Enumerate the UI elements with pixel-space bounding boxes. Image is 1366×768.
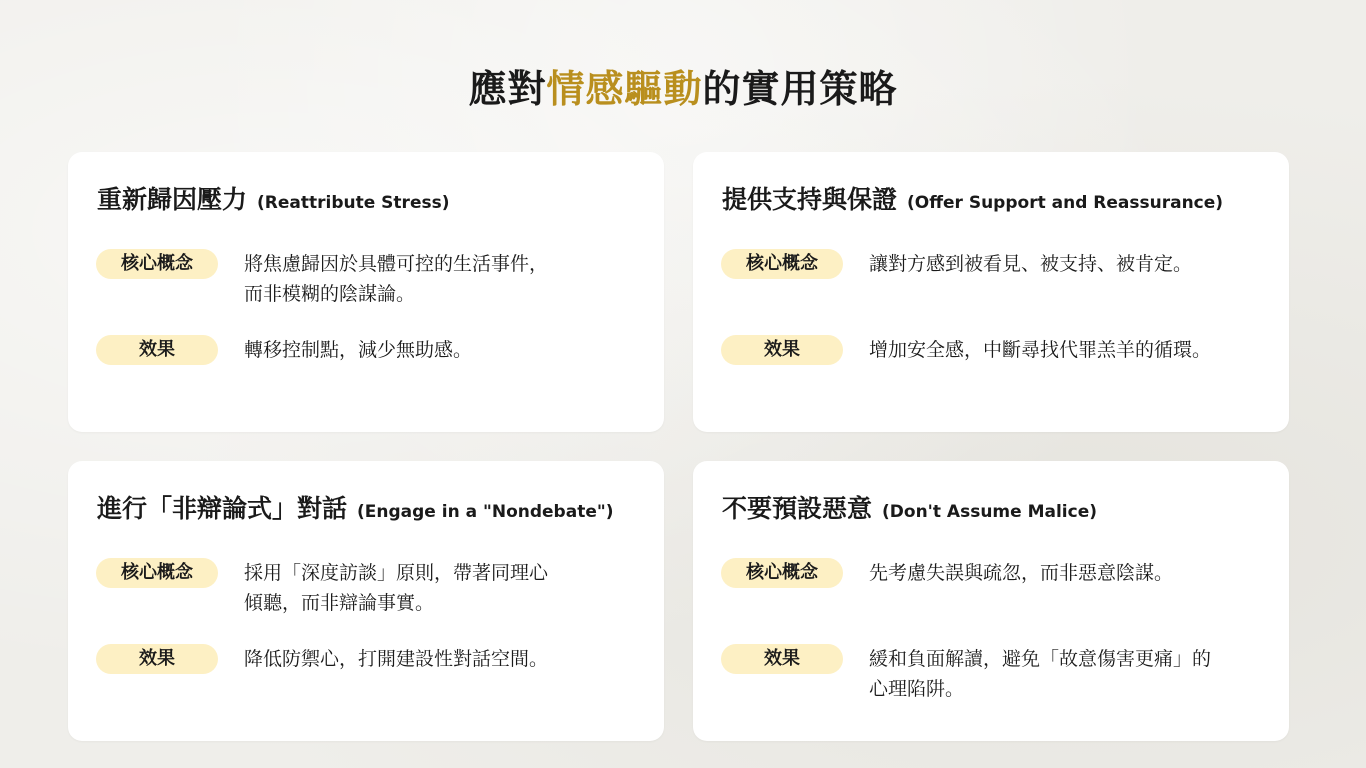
card-title-zh: 重新歸因壓力 [97,185,248,214]
card-title-en: (Reattribute Stress) [257,193,450,213]
concept-row [721,558,1269,588]
concept-text: 採用「深度訪談」原則，帶著同理心 傾聽，而非辯論事實。 [244,562,549,614]
concept-text: 將焦慮歸因於具體可控的生活事件， 而非模糊的陰謀論。 [244,253,549,305]
card-title-en: (Don't Assume Malice) [882,502,1098,522]
concept-row [96,558,644,618]
effect-badge: 效果 [721,335,843,365]
effect-text: 轉移控制點，減少無助感。 [244,339,473,361]
title-prefix: 應對 [468,67,547,111]
card-title-zh: 提供支持與保證 [722,185,898,214]
card-title-en: (Engage in a "Nondebate") [357,502,614,522]
concept-row [721,249,1269,279]
effect-row [721,335,1269,365]
concept-text: 先考慮失誤與疏忽，而非惡意陰謀。 [869,562,1174,584]
strategy-card-dont-assume-malice [693,461,1289,741]
effect-text: 降低防禦心，打開建設性對話空間。 [244,648,549,670]
effect-row [96,335,644,365]
card-title [722,489,1097,525]
card-title-en: (Offer Support and Reassurance) [907,193,1224,213]
effect-text: 增加安全感，中斷尋找代罪羔羊的循環。 [869,339,1212,361]
strategy-card-offer-support [693,152,1289,432]
concept-text: 讓對方感到被看見、被支持、被肯定。 [869,253,1193,275]
effect-badge: 效果 [721,644,843,674]
effect-row [721,644,1269,704]
title-accent: 情感驅動 [546,67,703,111]
card-title [97,489,614,525]
concept-badge: 核心概念 [721,249,843,279]
strategy-card-reattribute-stress [68,152,664,432]
card-title [97,180,449,216]
concept-badge: 核心概念 [721,558,843,588]
effect-badge: 效果 [96,644,218,674]
effect-row [96,644,644,674]
effect-badge: 效果 [96,335,218,365]
effect-text: 緩和負面解讀，避免「故意傷害更痛」的 心理陷阱。 [869,648,1212,700]
concept-row [96,249,644,309]
concept-badge: 核心概念 [96,558,218,588]
title-suffix: 的實用策略 [702,67,898,111]
card-title [722,180,1223,216]
page-title [0,58,1366,113]
strategy-card-nondebate [68,461,664,741]
card-title-zh: 進行「非辯論式」對話 [97,494,348,523]
concept-badge: 核心概念 [96,249,218,279]
card-title-zh: 不要預設惡意 [722,494,873,523]
